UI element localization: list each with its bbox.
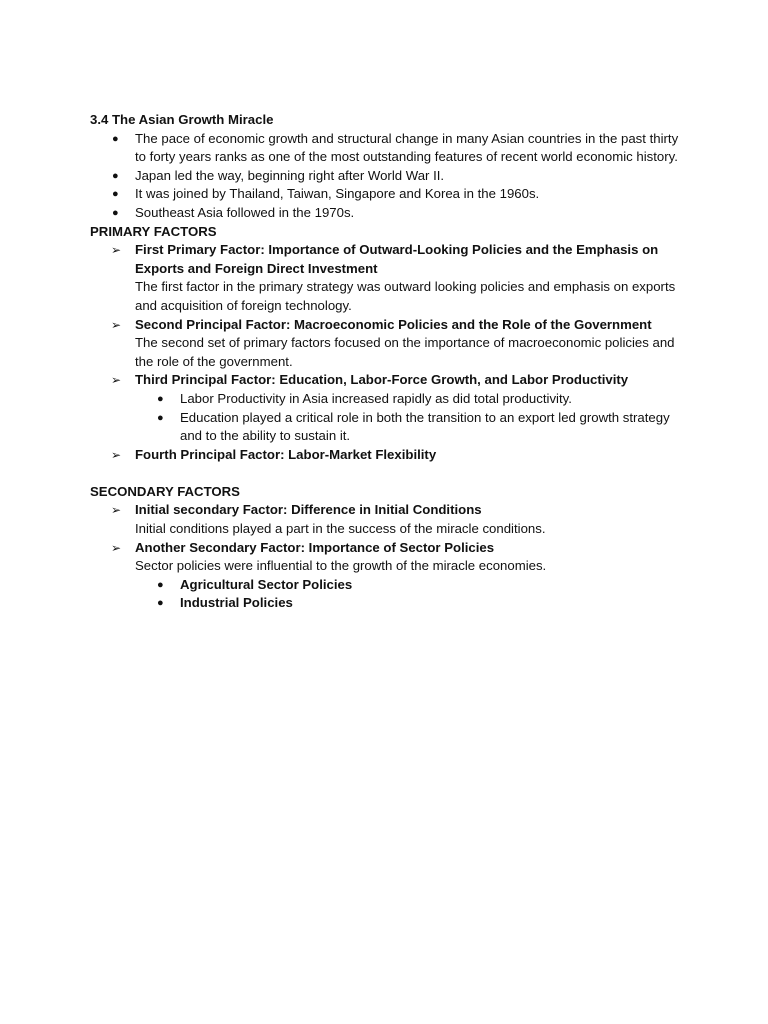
factor-title: Fourth Principal Factor: Labor-Market Flexibility [135,446,437,462]
arrow-bullet-icon: ➢ [111,317,122,332]
arrow-bullet-icon: ➢ [111,373,122,388]
list-item [112,204,690,223]
arrow-bullet-icon: ➢ [111,447,122,462]
list-item [111,446,690,465]
factor-description: Sector policies were influential to the growth of the miracle economies. [135,558,547,574]
subitem-text: Education played a critical role in both the transition to an export led growth strategy and to the ability to sustain it. [180,409,670,444]
bullet-text: It was joined by Thailand, Taiwan, Singapore and Korea in the 1960s. [135,186,540,202]
factor-description: Initial conditions played a part in the success of the miracle conditions. [135,521,546,537]
list-item [157,576,690,595]
bullet-dot-icon: ● [112,188,119,201]
primary-factors-list [90,241,690,464]
bullet-dot-icon: ● [112,206,119,219]
factor-title: Second Principal Factor: Macroeconomic Policies and the Role of the Government [135,316,652,332]
bullet-dot-icon: ● [157,597,164,610]
bullet-text: Japan led the way, beginning right after World War II. [135,167,445,183]
factor-description: The second set of primary factors focused on the importance of macroeconomic policies and the role of the government. [135,335,675,369]
factor-title: First Primary Factor: Importance of Outward-Looking Policies and the Emphasis on Exports and Foreign Direct Investment [135,242,659,276]
factor-description: The first factor in the primary strategy was outward looking policies and emphasis on exports and acquisition of foreign technology. [135,279,676,313]
arrow-bullet-icon: ➢ [111,503,122,518]
subitem-text: Industrial Policies [180,595,293,611]
primary-factors-heading: PRIMARY FACTORS [90,223,217,239]
subitem-text: Labor Productivity in Asia increased rapidly as did total productivity. [180,390,572,406]
bullet-dot-icon: ● [157,578,164,591]
section-title: 3.4 The Asian Growth Miracle [90,112,274,127]
factor-title: Initial secondary Factor: Difference in Initial Conditions [135,502,482,518]
list-item [112,185,690,204]
list-item [157,594,690,613]
factor-title: Third Principal Factor: Education, Labor-Force Growth, and Labor Productivity [135,372,629,388]
secondary-factors-heading: SECONDARY FACTORS [90,483,240,499]
list-item [112,167,690,186]
arrow-bullet-icon: ➢ [111,540,122,555]
list-item [111,539,690,613]
secondary-factors-list [90,501,690,613]
intro-bullet-list [90,130,690,223]
spacer [90,464,690,483]
bullet-dot-icon: ● [112,169,119,182]
list-item [157,390,690,409]
bullet-text: The pace of economic growth and structural change in many Asian countries in the past thirty to forty years ranks as one of the most outstanding features of recent world economic history. [135,130,679,165]
document-page [90,111,690,613]
list-item [111,501,690,538]
list-item [111,241,690,315]
list-item [157,409,690,446]
subitem-text: Agricultural Sector Policies [180,576,353,592]
factor-title: Another Secondary Factor: Importance of Sector Policies [135,539,495,555]
list-item [111,316,690,372]
factor-subitem-list [135,576,690,613]
factor-subitem-list [135,390,690,446]
bullet-text: Southeast Asia followed in the 1970s. [135,204,355,220]
list-item [111,371,690,445]
bullet-dot-icon: ● [112,132,119,145]
arrow-bullet-icon: ➢ [111,243,122,258]
bullet-dot-icon: ● [157,392,164,405]
bullet-dot-icon: ● [157,411,164,424]
list-item [112,130,690,167]
